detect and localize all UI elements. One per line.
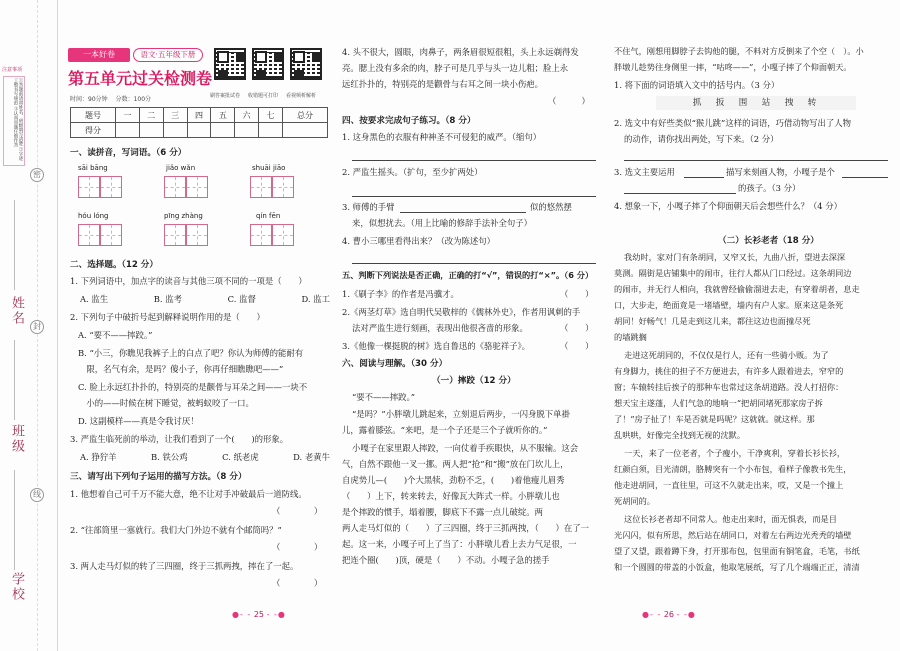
- question: 4. 曹小三哪里看得出来？（改为陈述句）: [342, 236, 496, 246]
- notice-title: 注意事项: [2, 67, 23, 73]
- question-cont: 法对严监生进行刻画，表现出他很吝啬的形象。: [352, 323, 528, 333]
- score-cell[interactable]: [163, 123, 187, 138]
- school-line[interactable]: [14, 470, 15, 570]
- option[interactable]: C. 纸老虎: [222, 452, 259, 462]
- answer-line[interactable]: [684, 177, 724, 178]
- score-cell[interactable]: [139, 123, 163, 138]
- table-cell: 题号: [71, 108, 116, 123]
- pinyin: hóu lóng: [78, 212, 109, 220]
- answer-blank[interactable]: （ ）: [272, 506, 323, 516]
- question: 3.《他像一棵挺脱的树》选自鲁迅的《骆驼祥子》。: [342, 341, 531, 351]
- tian-grid[interactable]: [250, 224, 272, 246]
- question-cont: 来，似想扰去。（用上比喻的修辞手法补全句子）: [352, 218, 533, 228]
- qr-caption: 刷答案批试卷: [210, 93, 241, 99]
- passage-line: 把连个圈( )顶，硬是（ ）不动。小嘎子急的搓手: [342, 555, 550, 565]
- tian-grid[interactable]: [272, 224, 294, 246]
- option[interactable]: B. 铁公鸡: [150, 452, 188, 462]
- question: 1.《刷子李》的作者是冯骥才。: [342, 289, 459, 299]
- pinyin: pīng zhàng: [164, 212, 203, 220]
- judge-blank[interactable]: （ ）: [560, 289, 594, 299]
- table-cell: 六: [235, 108, 259, 123]
- question-cont: 似的悠然摆: [530, 202, 572, 212]
- table-cell: 总分: [282, 108, 327, 123]
- answer-blank[interactable]: （ ）: [548, 96, 590, 106]
- passage-line: 小嘎子在家里跟人摔跤，一向仗着手疾眼快，从不服输。这会: [352, 443, 579, 453]
- passage-line: 我幼时，家对门有条胡同，又窄又长，九曲八折，望进去深深: [624, 252, 846, 262]
- question-cont: 的动作，请你找出两处，写下来。（2 分）: [624, 134, 779, 144]
- tian-grid[interactable]: [100, 176, 122, 198]
- pinyin: shuāi jiāo: [252, 164, 286, 172]
- answer-line[interactable]: [352, 263, 596, 264]
- options: [80, 293, 330, 305]
- word-bank: 抓 扳 围 站 拽 转: [656, 96, 856, 110]
- table-cell: 七: [259, 108, 283, 123]
- option[interactable]: D. 这副模样——真是令我讨厌！: [78, 416, 199, 426]
- page-number: ●- - 26 - -●: [642, 610, 696, 619]
- seal-mark-xian: 线: [30, 488, 44, 502]
- passage-line: 有身脚力，挑住的担子不方便进去，有许多人跟着进去，窄窄的: [614, 366, 844, 376]
- name-label: 姓名: [9, 296, 24, 326]
- question: 2. 下列句子中破折号起到解释说明作用的是（ ）: [70, 312, 265, 322]
- score-cell[interactable]: [282, 123, 327, 138]
- passage-line: 望了又望，跟着蹲下身，打开那布包，包里面有铜笔盒，毛笔，书纸: [614, 546, 860, 556]
- option[interactable]: D. 老黄牛: [293, 452, 330, 462]
- answer-line[interactable]: [624, 160, 888, 161]
- table-cell: 二: [139, 108, 163, 123]
- tian-grid[interactable]: [186, 224, 208, 246]
- score-table: [70, 107, 328, 138]
- name-line[interactable]: [14, 200, 15, 290]
- class-label: 班级: [9, 424, 24, 454]
- judge-blank[interactable]: （ ）: [560, 341, 594, 351]
- judge-blank[interactable]: （ ）: [560, 323, 594, 333]
- pinyin: qín fēn: [256, 212, 281, 220]
- answer-line[interactable]: [842, 177, 888, 178]
- tian-grid[interactable]: [186, 176, 208, 198]
- question: 3. 选文主要运用: [614, 167, 675, 177]
- question: 4. 想象一下，小嘎子摔了个仰面朝天后会想些什么？（4 分）: [614, 201, 843, 211]
- tian-grid[interactable]: [78, 224, 100, 246]
- qr-caption: 看视频析解析: [286, 93, 317, 99]
- option[interactable]: A. 狰狞羊: [80, 452, 117, 462]
- passage-line: 他走进胡同，一直往里，可这不久就走出来，哎，又是一个撞上: [614, 480, 844, 490]
- qr-caption: 收错题可打印: [248, 93, 279, 99]
- score-cell[interactable]: [211, 123, 235, 138]
- passage-line: 窗；车辕转挂后挨子的那种车也常过这条胡道路。没人打招你：: [614, 382, 844, 392]
- passage-line: 胖墩儿趁势往身侧里一摔，“咕咚——”，小嘎子摔了个仰面朝天。: [614, 62, 852, 72]
- sec3-title: 三、请写出下列句子运用的描写方法。（8 分）: [70, 472, 247, 482]
- question: 1. 将下面的词语填入文中的括号内。（3 分）: [614, 80, 780, 90]
- question: 1. 下列词语中，加点字的读音与其他三项不同的一项是（ ）: [70, 276, 307, 286]
- passage-line: 起。这一来，小嘎子可上了当了：小胖墩儿看上去力气足很，一: [342, 539, 577, 549]
- time-limit: 时间：90分钟: [70, 96, 108, 103]
- table-cell: 五: [211, 108, 235, 123]
- table-cell: 一: [116, 108, 140, 123]
- sec1-title: 一、读拼音，写词语。（6 分）: [70, 148, 187, 158]
- passage-line: 这位长衫老者却不同常人。他走出来时，面无惧表，而是目: [624, 514, 837, 524]
- answer-blank[interactable]: （ ）: [272, 542, 323, 552]
- sec5-title: 五、判断下列说法是否正确，正确的打“√”，错误的打“×”。（6 分）: [342, 270, 594, 280]
- passage-line: 乱哄哄，好像完全找到无视的沈默。: [614, 430, 746, 440]
- table-row: [71, 123, 328, 138]
- brand-badge: 一本好卷: [68, 48, 130, 62]
- tian-grid[interactable]: [100, 224, 122, 246]
- passage-line: 的墙跳搁: [614, 332, 647, 342]
- question: 3. 师傅的手臂: [342, 202, 395, 212]
- sec2-title: 二、选择题。（12 分）: [70, 260, 158, 270]
- passage-line: 走进这死胡同的，不仅仅是行人，还有一些骑小贩。为了: [624, 350, 829, 360]
- notice-text: ①答题前请将姓名、班级填写清楚 ②字迹工整书写规范 ③认真审题仔细作答: [3, 76, 25, 166]
- qr-code-icon[interactable]: [252, 48, 284, 80]
- question: 1. 这身黑色的衣服有种神圣不可侵犯的威严。（缩句）: [342, 132, 542, 142]
- table-cell: 得分: [71, 123, 116, 138]
- answer-line[interactable]: [624, 193, 736, 194]
- question: 4. 头不很大，圆眼，肉鼻子，两条眉很短很粗，头上永远剃得发: [342, 47, 579, 57]
- option[interactable]: B. 监考: [153, 294, 182, 304]
- school-label: 学校: [9, 572, 24, 602]
- passage-line: “要不——摔跤。”: [352, 392, 415, 402]
- page-number: ●- - 25 - -●: [232, 610, 286, 619]
- passage-line: 口，大步走，绝面竟是一堵墙壁，墙内有户人家。原来这是条死: [614, 300, 844, 310]
- score-cell[interactable]: [187, 123, 211, 138]
- option-cont: 限，名气有余，是吗？傻小子，你再仔细瞧瞧吧——”: [78, 364, 284, 374]
- passage-line: 一天，来了一位老者，个子瘦小，干净爽利，穿着长衫长衫，: [624, 448, 846, 458]
- question: 2.《两茎灯草》选自明代吴敬梓的《儒林外史》，作者用讽刺的手: [342, 307, 581, 317]
- passage-line: 了！”房子扯了！车是否就是吗呢？这就就。就这样。那: [614, 414, 815, 424]
- question-cont: 远红扑扑的，特别亮的是颧骨与右耳之间一块小伤疤。: [342, 79, 543, 89]
- passage-line: 死胡同的。: [614, 496, 655, 506]
- reading-title: （二）长衫老者（18 分）: [718, 236, 819, 246]
- passage-line: 想天宝主遂蓬，人们气急的地响一“把胡同堵死那家房子拆: [614, 398, 823, 408]
- option[interactable]: B. “小三，你瞧见我裤子上的白点了吧？你认为师傅的能耐有: [78, 348, 304, 358]
- answer-line[interactable]: [400, 212, 526, 213]
- binding-strip: [0, 0, 58, 651]
- score-cell[interactable]: [235, 123, 259, 138]
- passage-line: 儿，露着膝弦。“来吧，是一个子还是三个子就听你的。”: [342, 425, 548, 435]
- option[interactable]: C. 脸上永远红扑扑的，特别亮的是颧骨与耳朵之间——一块不: [78, 382, 308, 392]
- tian-grid[interactable]: [272, 176, 294, 198]
- sec6-title: 六、阅读与理解。（30 分）: [342, 359, 448, 369]
- question: 2. 严监生摇头。（扩句，至少扩两处）: [342, 167, 483, 177]
- answer-line[interactable]: [352, 196, 596, 197]
- passage-line: “是吗？”小胖墩儿跳起来，立刻退后两步，一闪身脱下单褂: [352, 409, 570, 419]
- passage-line: 是个摔跤的惯手，塌着腰，脚底下不露一点儿破绽。两: [342, 507, 543, 517]
- question: 2. 选文中有好些类似“猴儿跳”这样的词语，巧借动物写出了人物: [614, 118, 851, 128]
- question-cont: 描写来刻画人物，小嘎子是个: [726, 167, 835, 177]
- question: 1. 他想着自己可千万不能大意，绝不让对手冲破最后一道防线。: [70, 489, 307, 499]
- question: 3. 两人走马灯似的转了三四圈，终于三抓两拽，摔在了一起。: [70, 561, 299, 571]
- qr-code-icon[interactable]: [290, 48, 322, 80]
- option[interactable]: D. 监工: [301, 294, 330, 304]
- answer-blank[interactable]: （ ）: [272, 578, 323, 588]
- passage-line: 两人走马灯似的（ ）了三四圈，终于三抓两拽，（ ）在了一: [342, 523, 590, 533]
- tian-grid[interactable]: [250, 176, 272, 198]
- tian-grid[interactable]: [164, 224, 186, 246]
- options: [80, 451, 330, 463]
- seal-mark-mi: 密: [30, 168, 44, 182]
- passage-line: 气，自然不跟他一叉一挪。两人把“抢”和“搬”放在门坎儿上，: [342, 459, 569, 469]
- option[interactable]: C. 监督: [227, 294, 256, 304]
- passage-line: 的闹市，并无行人相向，我就曾经偷偷溜进去走，有穿着胡者，息走: [614, 284, 860, 294]
- tian-grid[interactable]: [78, 176, 100, 198]
- option[interactable]: A. “要不——摔跤。”: [78, 330, 153, 340]
- qr-code-icon[interactable]: [214, 48, 246, 80]
- option[interactable]: A. 监生: [80, 294, 109, 304]
- score-cell[interactable]: [259, 123, 283, 138]
- pinyin: sāi bāng: [78, 164, 108, 172]
- pinyin: jiǎo wǎn: [166, 164, 196, 172]
- full-score: 分数：100分: [115, 96, 152, 103]
- passage-line: 自虎势儿—( )个大黑犊，劲粉不乏，( )着他瘦儿眉秀: [342, 475, 565, 485]
- option-cont: 小的——时候在树下睡觉，被蚂蚁咬了一口。: [78, 398, 254, 408]
- question: 3. 严监生临死前的举动，让我们看到了一个( )的形象。: [70, 434, 289, 444]
- page-title: 第五单元过关检测卷: [68, 69, 213, 88]
- exam-meta: [70, 94, 151, 103]
- passage-line: 莫测。隔街是店铺集中的闹市，往行人都从门口经过。这条胡同边: [614, 268, 852, 278]
- passage-line: （ ）上下，转来转去，好像瓦大阵式一样。小胖墩儿也: [342, 491, 560, 501]
- passage-line: 红颜白须，目光清朗，胳膊突有一个小布包，看样子像教书先生，: [614, 464, 852, 474]
- table-cell: 三: [163, 108, 187, 123]
- question-cont: 亮。腮上没有多余的肉，脖子可是几乎与头一边儿粗；脸上永: [342, 63, 569, 73]
- question: 2. “往部筒里一塞就行。我们大门外边不就有个邮筒吗？”: [70, 525, 282, 535]
- table-cell: 四: [187, 108, 211, 123]
- grade-badge: 语文·五年级下册: [133, 48, 203, 62]
- passage-line: 和一个圆圆的带盖的小饭盒，他取笔展纸，写了几个端端正正，清清: [614, 562, 860, 572]
- passage-line: 光闪闪，似有所思，然后站在胡同口，对着左右两边光秃秃的墙壁: [614, 530, 852, 540]
- score-cell[interactable]: [116, 123, 140, 138]
- sec4-title: 四、按要求完成句子练习。（8 分）: [342, 116, 476, 126]
- table-row: [71, 108, 328, 123]
- class-line[interactable]: [14, 340, 15, 420]
- seal-mark-feng: 封: [30, 320, 44, 334]
- passage-line: 胡同！好畅气！几是走到这儿来，都往这边也面撞尽死: [614, 316, 811, 326]
- tian-grid[interactable]: [164, 176, 186, 198]
- answer-line[interactable]: [352, 160, 596, 161]
- reading-title: （一）摔跤（12 分）: [432, 376, 516, 386]
- question-cont: 的孩子。（3 分）: [738, 183, 801, 193]
- passage-line: 不住气，刚想用脚脖子去钩他的腿，不料对方反倒来了个空（ ）。小: [614, 46, 864, 56]
